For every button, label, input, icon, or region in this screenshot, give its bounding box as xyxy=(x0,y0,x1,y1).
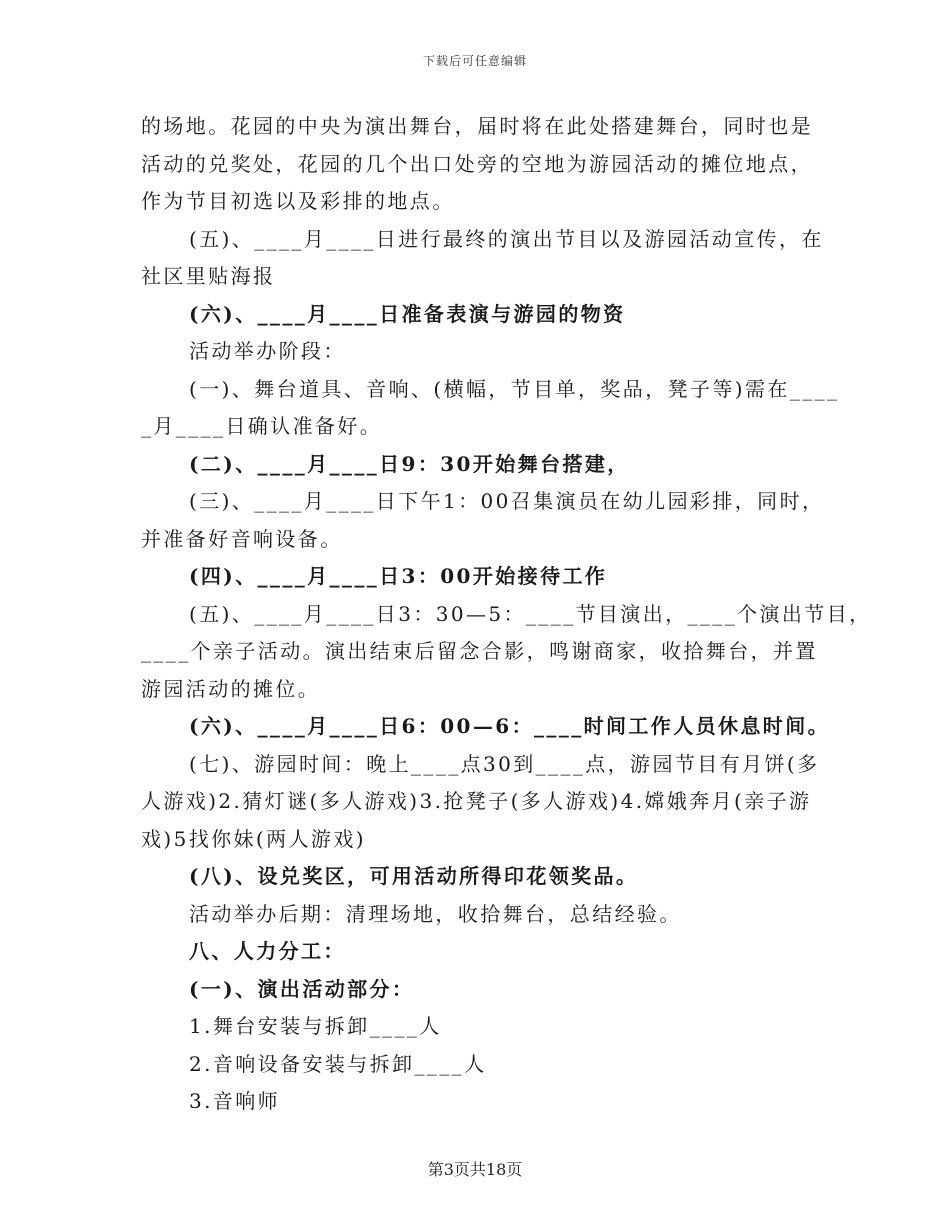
text-line: 的场地。花园的中央为演出舞台，届时将在此处搭建舞台，同时也是 xyxy=(141,114,813,138)
text-line: 活动举办后期：清理场地，收拾舞台，总结经验。 xyxy=(189,901,682,926)
text-line: 3.音响师 xyxy=(189,1089,281,1113)
text-line: 活动举办阶段： xyxy=(189,339,346,363)
text-line: (五)、____月____日3：30—5：____节目演出，____个演出节目， xyxy=(189,601,872,626)
text-line: 游园活动的摊位。 xyxy=(141,676,321,701)
text-line: ____个亲子活动。演出结束后留念合影，鸣谢商家，收拾舞台，并置 xyxy=(141,639,818,663)
page-footer: 第3页共18页 xyxy=(427,1160,523,1179)
text-line: (二)、____月____日9：30开始舞台搭建， xyxy=(189,451,630,476)
text-line: (六)、____月____日6：00—6：____时间工作人员休息时间。 xyxy=(189,714,830,738)
text-line: (一)、舞台道具、音响、(横幅，节目单，奖品，凳子等)需在____ xyxy=(189,376,840,401)
text-line: 1.舞台安装与拆卸____人 xyxy=(189,1014,442,1038)
text-line: 人游戏)2.猜灯谜(多人游戏)3.抢凳子(多人游戏)4.嫦娥奔月(亲子游 xyxy=(141,789,812,813)
text-line: 戏)5找你妹(两人游戏) xyxy=(141,826,366,851)
text-line: (五)、____月____日进行最终的演出节目以及游园活动宣传，在 xyxy=(189,226,824,251)
text-line: (七)、游园时间：晚上____点30到____点，游园节目有月饼(多 xyxy=(189,751,820,776)
text-line: (八)、设兑奖区，可用活动所得印花领奖品。 xyxy=(189,864,639,888)
document-body xyxy=(141,108,872,1121)
text-line: (一)、演出活动部分： xyxy=(189,976,415,1001)
text-line: (四)、____月____日3：00开始接待工作 xyxy=(189,564,608,588)
text-line: 2.音响设备安装与拆卸____人 xyxy=(189,1051,487,1076)
text-line: (六)、____月____日准备表演与游园的物资 xyxy=(189,301,626,326)
page-header: 下载后可任意编辑 xyxy=(422,54,527,68)
text-line: 活动的兑奖处，花园的几个出口处旁的空地为游园活动的摊位地点， xyxy=(141,151,813,176)
text-line: 作为节目初选以及彩排的地点。 xyxy=(141,189,455,213)
text-line: 八、人力分工： xyxy=(189,939,346,963)
text-line: 并准备好音响设备。 xyxy=(141,526,343,551)
text-line: 社区里贴海报 xyxy=(141,264,276,288)
text-line: _月____日确认准备好。 xyxy=(141,414,383,438)
text-line: (三)、____月____日下午1：00召集演员在幼儿园彩排，同时， xyxy=(189,489,825,513)
